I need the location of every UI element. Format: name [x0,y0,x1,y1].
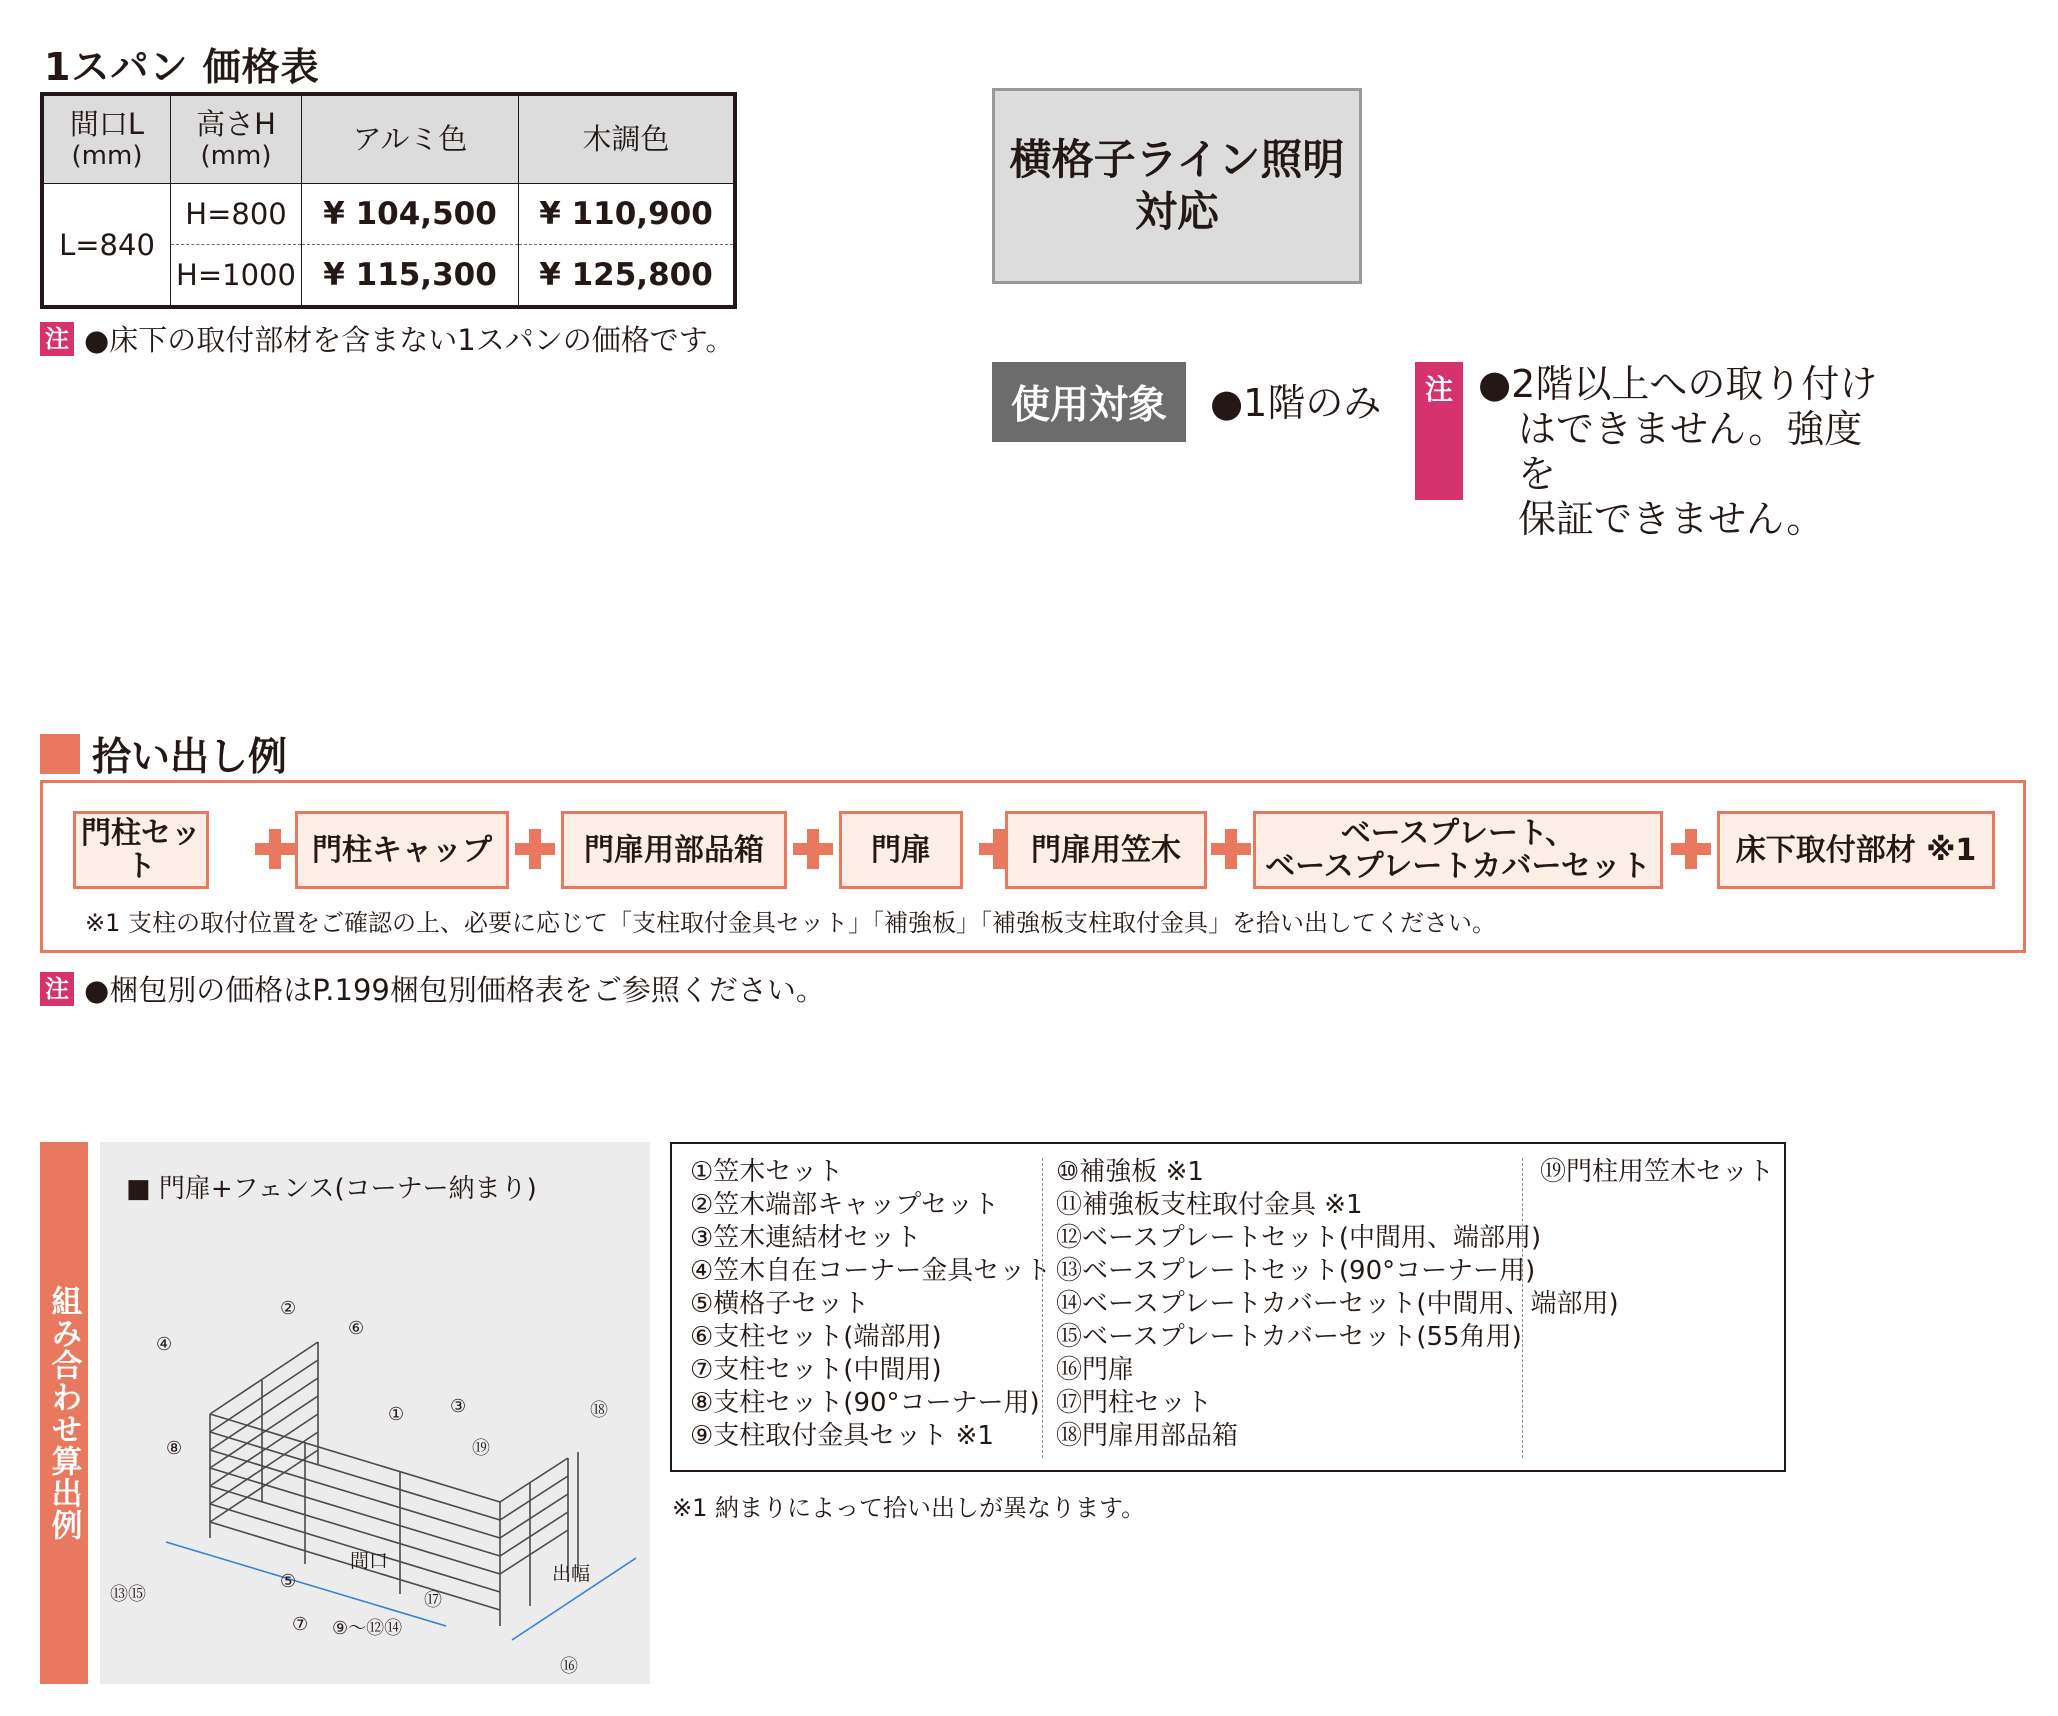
parts-list-item: ⑰門柱セット [1056,1388,1213,1418]
label-7: ⑦ [292,1614,309,1635]
parts-column-2 [1056,1156,1619,1453]
header-height [171,94,302,184]
label-6: ⑥ [348,1318,365,1339]
header-height-unit: (mm) [200,141,272,172]
pickup-heading [40,726,287,782]
warning-line1: ●2階以上への取り付け [1478,362,1878,406]
warning-line2: はできません。強度を [1518,407,1863,496]
pickup-note-text: ●梱包別の価格はP.199梱包別価格表をご参照ください。 [84,973,825,1007]
label-18: ⑱ [590,1400,608,1421]
parts-list-item: ⑨支柱取付金具セット ※1 [690,1421,994,1451]
height-cell: H=1000 [171,245,302,308]
feature-line1: 横格子ライン照明 [1009,134,1345,184]
parts-list-item: ⑱門扉用部品箱 [1056,1421,1239,1451]
plus-icon [255,829,295,869]
usage-label: 使用対象 [992,362,1186,442]
frontage-dimension-label: 間口 [350,1550,389,1572]
warning-line3: 保証できません。 [1518,497,1825,541]
label-8: ⑧ [166,1438,183,1459]
header-frontage-unit: (mm) [71,141,143,172]
parts-list-item: ①笠木セット [690,1157,844,1187]
pickup-item: 床下取付部材 ※1 [1717,811,1995,889]
parts-column-1 [690,1156,1051,1453]
plus-icon [793,829,833,869]
usage-value: ●1階のみ [1210,381,1382,425]
price-alumi-cell: ¥ 104,500 [302,184,519,245]
parts-list-item: ⑤横格子セット [690,1289,870,1319]
price-table-title: 1スパン 価格表 [44,45,320,89]
feature-box [992,88,1362,284]
header-frontage-label: 間口L [69,106,145,141]
parts-list-item: ④笠木自在コーナー金具セット [690,1256,1052,1286]
pickup-item: 門扉用部品箱 [561,811,787,889]
parts-list-item: ⑯門扉 [1056,1355,1135,1385]
combination-figure [100,1142,650,1684]
parts-list-item: ⑪補強板支柱取付金具 ※1 [1056,1190,1363,1220]
parts-list-item: ⑲門柱用笠木セット [1540,1157,1775,1187]
plus-icon [1671,829,1711,869]
warning-badge: 注 [1415,362,1463,500]
feature-line2: 対応 [1134,187,1219,236]
parts-list-item: ⑫ベースプレートセット(中間用、端部用) [1056,1223,1542,1253]
label-9-12-14: ⑨～⑫⑭ [332,1618,403,1639]
column-divider [1522,1158,1523,1458]
label-5: ⑤ [280,1571,297,1592]
price-table [40,92,737,309]
depth-dimension-label: 出幅 [552,1563,591,1585]
table-row [42,184,735,245]
label-3: ③ [450,1396,467,1417]
header-wood: 木調色 [519,94,736,184]
note-badge: 注 [40,322,74,356]
parts-list-item: ⑦支柱セット(中間用) [690,1355,942,1385]
pickup-item [1253,811,1663,889]
fence-diagram [100,1202,650,1682]
parts-list [670,1142,1786,1472]
column-divider [1042,1158,1043,1458]
warning-text [1478,362,1898,542]
pickup-footnote: ※1 支柱の取付位置をご確認の上、必要に応じて「支柱取付金具セット」「補強板」「補強板支柱取付金具」を拾い出してください。 [85,909,1497,937]
parts-list-item: ②笠木端部キャップセット [690,1190,1000,1220]
pickup-note [40,968,825,1009]
header-frontage [42,94,171,184]
figure-title: ■ 門扉+フェンス(コーナー納まり) [126,1174,537,1204]
pickup-item: 門扉 [839,811,963,889]
price-wood-cell: ¥ 110,900 [519,184,736,245]
label-17: ⑰ [424,1590,442,1611]
note-badge: 注 [40,972,74,1006]
parts-list-item: ⑥支柱セット(端部用) [690,1322,942,1352]
parts-list-item: ⑧支柱セット(90°コーナー用) [690,1388,1040,1418]
parts-list-item: ⑬ベースプレートセット(90°コーナー用) [1056,1256,1536,1286]
label-4: ④ [156,1334,173,1355]
plus-icon [515,829,555,869]
pickup-item: 門柱キャップ [295,811,509,889]
heading-square-icon [40,734,80,774]
pickup-item-line1: ベースプレート、 [1340,816,1576,851]
pickup-item-line2: ベースプレートカバーセット [1265,849,1651,884]
label-13-15: ⑬⑮ [110,1584,146,1605]
parts-list-item: ⑩補強板 ※1 [1056,1157,1204,1187]
parts-list-item: ⑮ベースプレートカバーセット(55角用) [1056,1322,1522,1352]
height-cell: H=800 [171,184,302,245]
plus-icon [1211,829,1251,869]
parts-column-3 [1540,1156,1774,1189]
pickup-heading-text: 拾い出し例 [92,735,288,780]
header-alumi: アルミ色 [302,94,519,184]
pickup-item: 門扉用笠木 [1005,811,1207,889]
parts-list-item: ⑭ベースプレートカバーセット(中間用、端部用) [1056,1289,1619,1319]
parts-list-item: ③笠木連結材セット [690,1223,922,1253]
price-note [40,318,734,359]
width-cell: L=840 [42,184,171,308]
label-16: ⑯ [560,1656,578,1677]
header-height-label: 高さH [196,106,276,141]
parts-footnote: ※1 納まりによって拾い出しが異なります。 [672,1494,1146,1522]
combination-side-label: 組み合わせ算出例 [40,1142,88,1684]
pickup-item: 門柱セット [73,811,209,889]
label-1: ① [388,1404,405,1425]
label-2: ② [280,1298,297,1319]
price-wood-cell: ¥ 125,800 [519,245,736,308]
label-19: ⑲ [472,1438,490,1459]
price-alumi-cell: ¥ 115,300 [302,245,519,308]
price-note-text: ●床下の取付部材を含まない1スパンの価格です。 [84,323,735,357]
pickup-box [40,780,2026,953]
